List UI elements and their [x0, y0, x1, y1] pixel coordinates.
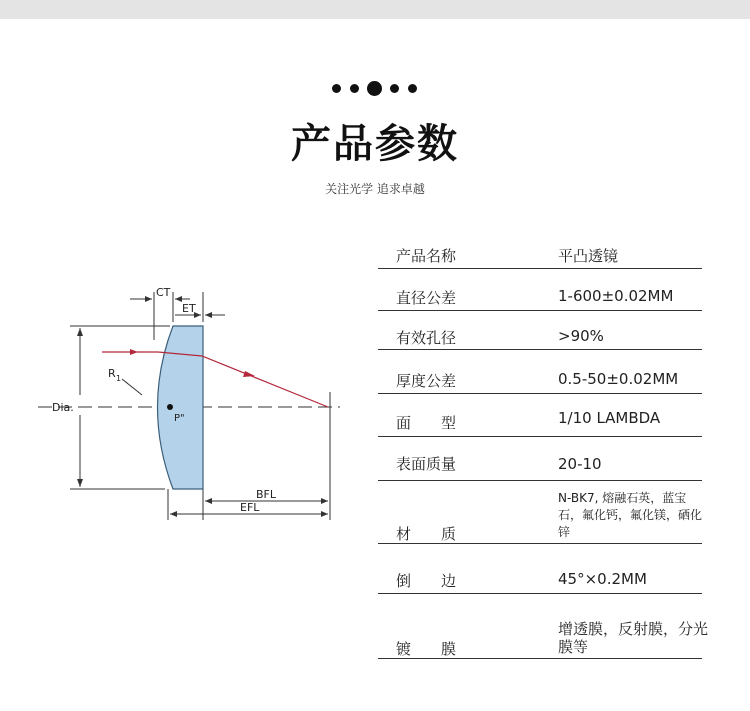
spec-row	[378, 562, 702, 594]
spec-value: 平凸透镜	[558, 247, 619, 265]
spec-value: 0.5-50±0.02MM	[558, 370, 679, 388]
spec-row	[378, 280, 702, 311]
top-bar	[0, 0, 750, 19]
spec-label: 镀 膜	[396, 640, 457, 658]
page-subtitle: 关注光学 追求卓越	[325, 182, 425, 196]
ray-arrow-icon	[130, 349, 138, 355]
spec-label: 有效孔径	[396, 329, 457, 347]
spec-label: 产品名称	[396, 247, 457, 265]
spec-label: 材 质	[396, 525, 457, 543]
spec-row	[378, 490, 702, 544]
ray-arrow-icon	[243, 371, 255, 377]
spec-label: 面 型	[396, 414, 457, 432]
spec-row	[378, 402, 702, 437]
spec-label: 倒 边	[396, 572, 457, 590]
decorative-dots	[332, 80, 418, 96]
et-label: ET	[182, 302, 196, 315]
ct-label: CT	[156, 286, 171, 299]
dot-icon	[367, 81, 382, 96]
dot-icon	[390, 84, 399, 93]
page-title: 产品参数	[291, 121, 459, 167]
spec-label: 直径公差	[396, 289, 457, 307]
r1-label: R	[108, 367, 116, 380]
spec-value: 45°×0.2MM	[558, 570, 647, 588]
lens-shape	[158, 326, 204, 489]
spec-value: >90%	[558, 327, 604, 345]
spec-label: 厚度公差	[396, 372, 457, 390]
efl-label: EFL	[240, 501, 260, 514]
p-label: P"	[174, 413, 185, 424]
spec-value: 增透膜，反射膜，分光膜等	[558, 620, 709, 656]
dot-icon	[408, 84, 417, 93]
spec-row	[378, 618, 709, 659]
spec-label: 表面质量	[396, 455, 457, 473]
spec-value: N-BK7, 熔融石英，蓝宝石，氟化钙，氟化镁，硒化锌	[558, 491, 703, 539]
dot-icon	[350, 84, 359, 93]
r1-subscript: 1	[116, 374, 122, 383]
dot-icon	[332, 84, 341, 93]
spec-value: 1-600±0.02MM	[558, 287, 674, 305]
spec-row	[378, 446, 702, 481]
lens-diagram	[30, 280, 350, 520]
spec-value: 1/10 LAMBDA	[558, 409, 661, 427]
light-ray	[102, 352, 328, 407]
spec-row	[378, 360, 702, 394]
bfl-label: BFL	[256, 488, 277, 501]
spec-row	[378, 320, 702, 350]
dia-label: Dia.	[52, 401, 74, 414]
spec-value: 20-10	[558, 455, 602, 473]
principal-point	[167, 404, 173, 410]
spec-row	[378, 238, 702, 269]
